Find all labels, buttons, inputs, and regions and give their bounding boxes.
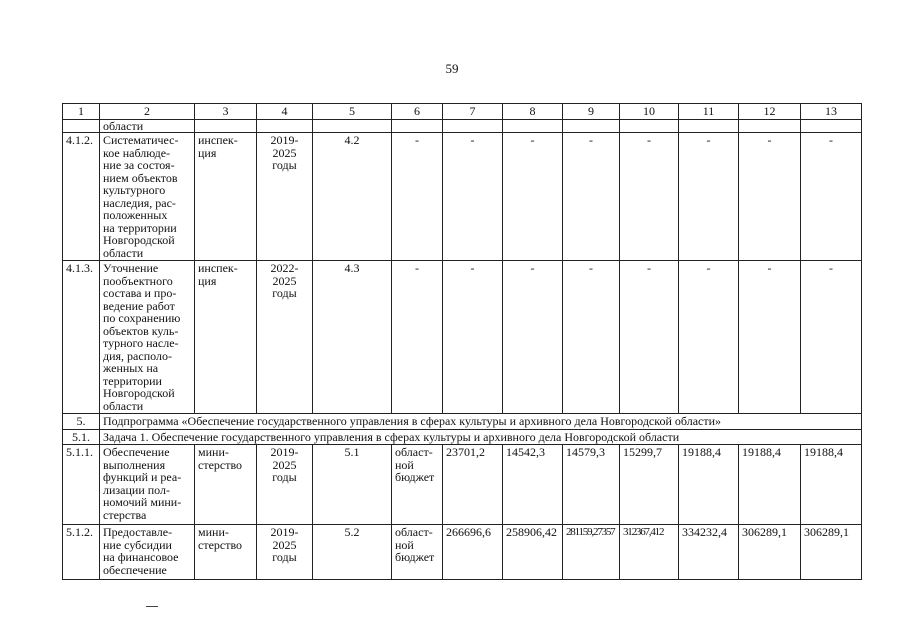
value-cell: - (503, 133, 563, 261)
header-cell: 3 (195, 104, 257, 120)
value-cell: - (620, 261, 679, 414)
value-cell: - (739, 133, 801, 261)
program-table (62, 103, 862, 580)
value-cell: 334232,4 (679, 525, 739, 580)
value-cell: - (739, 261, 801, 414)
row-number: 5. (63, 414, 100, 430)
value-cell: 19188,4 (739, 445, 801, 525)
task-row (63, 429, 862, 445)
period: 2022- 2025 годы (257, 261, 313, 414)
value-cell: - (563, 261, 620, 414)
header-cell: 7 (443, 104, 503, 120)
value-cell: 14579,3 (563, 445, 620, 525)
value-cell: 19188,4 (679, 445, 739, 525)
value-cell: 266696,6 (443, 525, 503, 580)
subprogram-title: Подпрограмма «Обеспечение государственного управления в сферах культуры и архивного дела Новгородской области» (100, 414, 862, 430)
table-row (63, 133, 862, 261)
value-cell: - (563, 133, 620, 261)
target-indicator: 5.1 (313, 445, 392, 525)
value-cell: - (443, 261, 503, 414)
header-cell: 11 (679, 104, 739, 120)
value-cell: - (679, 133, 739, 261)
value-cell: - (392, 261, 443, 414)
value-cell: - (801, 261, 862, 414)
value-cell: 258906,42 (503, 525, 563, 580)
value-cell: 306289,1 (739, 525, 801, 580)
target-indicator: 5.2 (313, 525, 392, 580)
continuation-row (63, 119, 862, 133)
funding-source: област- ной бюджет (392, 525, 443, 580)
executor: инспек- ция (195, 261, 257, 414)
continuation-text: области (100, 119, 195, 133)
value-cell: 306289,1 (801, 525, 862, 580)
header-cell: 8 (503, 104, 563, 120)
period: 2019- 2025 годы (257, 525, 313, 580)
header-cell: 2 (100, 104, 195, 120)
value-cell: - (392, 133, 443, 261)
row-number: 5.1.1. (63, 445, 100, 525)
scan-mark (146, 606, 158, 607)
executor: инспек- ция (195, 133, 257, 261)
task-title: Задача 1. Обеспечение государственного управления в сферах культуры и архивного дела Новгородской области (100, 429, 862, 445)
period: 2019- 2025 годы (257, 445, 313, 525)
row-number: 5.1.2. (63, 525, 100, 580)
header-cell: 1 (63, 104, 100, 120)
header-row (63, 104, 862, 120)
executor: мини- стерство (195, 525, 257, 580)
table-row (63, 525, 862, 580)
row-number: 4.1.3. (63, 261, 100, 414)
period: 2019- 2025 годы (257, 133, 313, 261)
table-row (63, 445, 862, 525)
value-cell: 281159,27357 (563, 525, 620, 580)
executor: мини- стерство (195, 445, 257, 525)
value-cell: 23701,2 (443, 445, 503, 525)
value-cell: 15299,7 (620, 445, 679, 525)
table-row (63, 261, 862, 414)
target-indicator: 4.3 (313, 261, 392, 414)
value-cell: 312367,412 (620, 525, 679, 580)
value-cell: - (443, 133, 503, 261)
value-cell: 14542,3 (503, 445, 563, 525)
header-cell: 9 (563, 104, 620, 120)
target-indicator: 4.2 (313, 133, 392, 261)
row-number: 4.1.2. (63, 133, 100, 261)
measure-name: Уточнение пообъектного состава и про- ведение работ по сохранению объектов куль- турного насле- дия, располо- женных на территории Новгородской области (100, 261, 195, 414)
header-cell: 10 (620, 104, 679, 120)
value-cell: - (801, 133, 862, 261)
value-cell: - (679, 261, 739, 414)
subprogram-row (63, 414, 862, 430)
value-cell: - (620, 133, 679, 261)
funding-source: област- ной бюджет (392, 445, 443, 525)
page-number: 59 (445, 61, 459, 76)
value-cell: 19188,4 (801, 445, 862, 525)
header-cell: 6 (392, 104, 443, 120)
value-cell: - (503, 261, 563, 414)
measure-name: Предоставле- ние субсидии на финансовое обеспечение (100, 525, 195, 580)
row-number: 5.1. (63, 429, 100, 445)
header-cell: 13 (801, 104, 862, 120)
header-cell: 5 (313, 104, 392, 120)
measure-name: Систематичес- кое наблюде- ние за состоя- нием объектов культурного наследия, рас- положенных на территории Новгородской области (100, 133, 195, 261)
header-cell: 12 (739, 104, 801, 120)
header-cell: 4 (257, 104, 313, 120)
measure-name: Обеспечение выполнения функций и реа- лизации пол- номочий мини- стерства (100, 445, 195, 525)
